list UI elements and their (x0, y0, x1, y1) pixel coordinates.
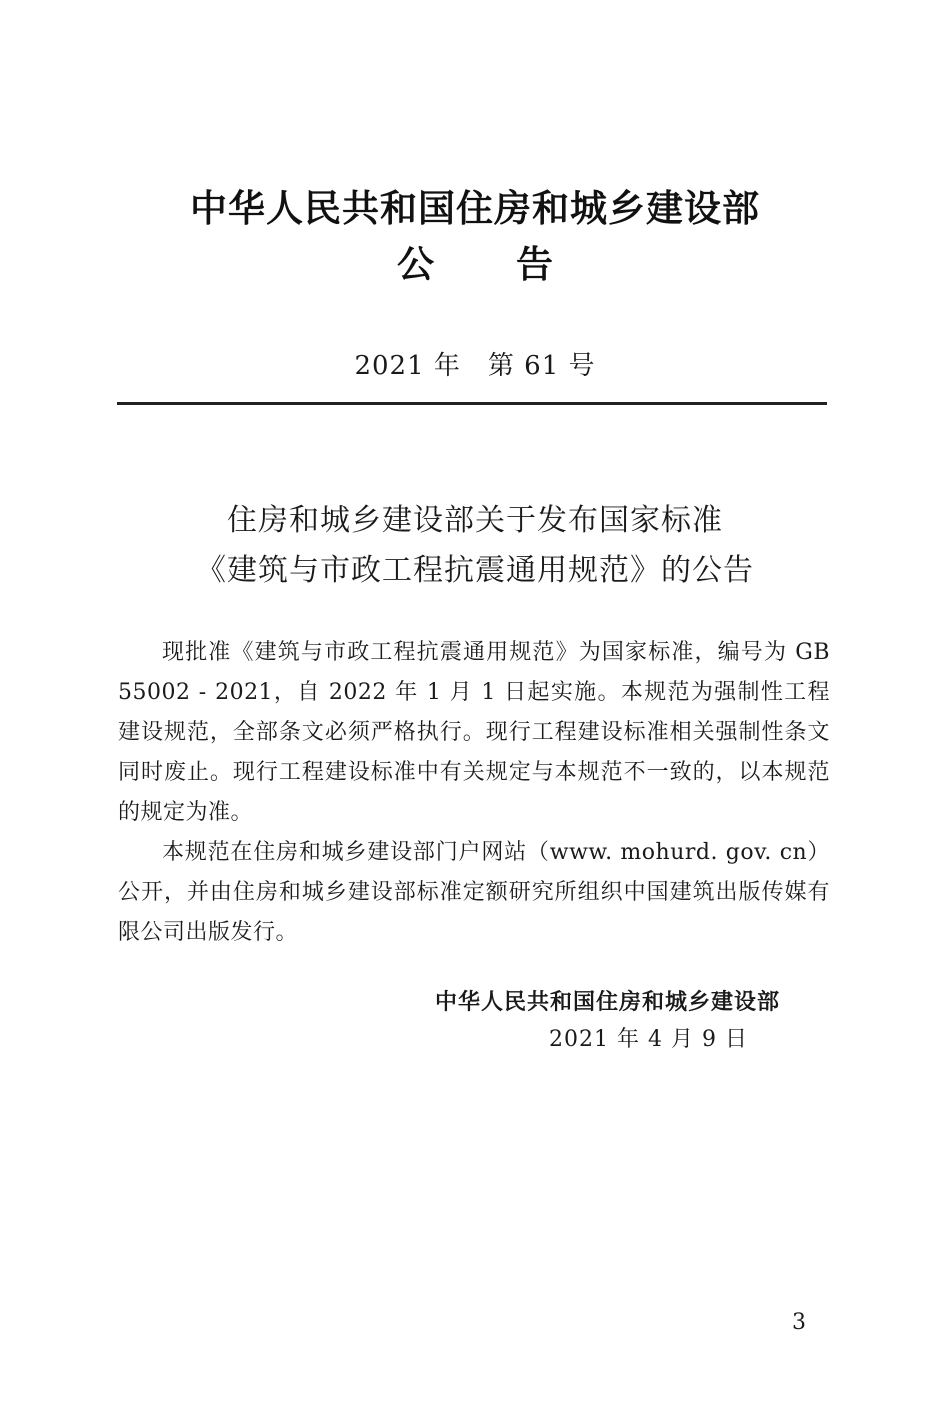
body-paragraph-1: 现批准《建筑与市政工程抗震通用规范》为国家标准，编号为 GB 55002 - 2021，自 2022 年 1 月 1 日起实施。本规范为强制性工程建设规范，全部条文必须严格执行。现行工程建设标准相关强制性条文同时废止。现行工程建设标准中有关规定与本规范不一致的，以本规范的规定为准。 (118, 640, 830, 825)
document-title-line-2: 《建筑与市政工程抗震通用规范》的公告 (196, 553, 754, 588)
signing-date: 2021 年 4 月 9 日 (549, 1027, 748, 1052)
signatory-organization: 中华人民共和国住房和城乡建设部 (434, 990, 780, 1015)
notice-heading: 公告 (397, 243, 635, 286)
page-number: 3 (792, 1310, 806, 1335)
document-body (118, 633, 830, 953)
issuing-organization-title: 中华人民共和国住房和城乡建设部 (190, 187, 760, 230)
issue-number: 2021 年 第 61 号 (354, 351, 596, 381)
body-paragraph-2: 本规范在住房和城乡建设部门户网站（www. mohurd. gov. cn）公开，并由住房和城乡建设部标准定额研究所组织中国建筑出版传媒有限公司出版发行。 (118, 840, 830, 945)
header-divider (117, 402, 827, 405)
document-title-line-1: 住房和城乡建设部关于发布国家标准 (227, 503, 723, 538)
document-title (0, 496, 950, 596)
